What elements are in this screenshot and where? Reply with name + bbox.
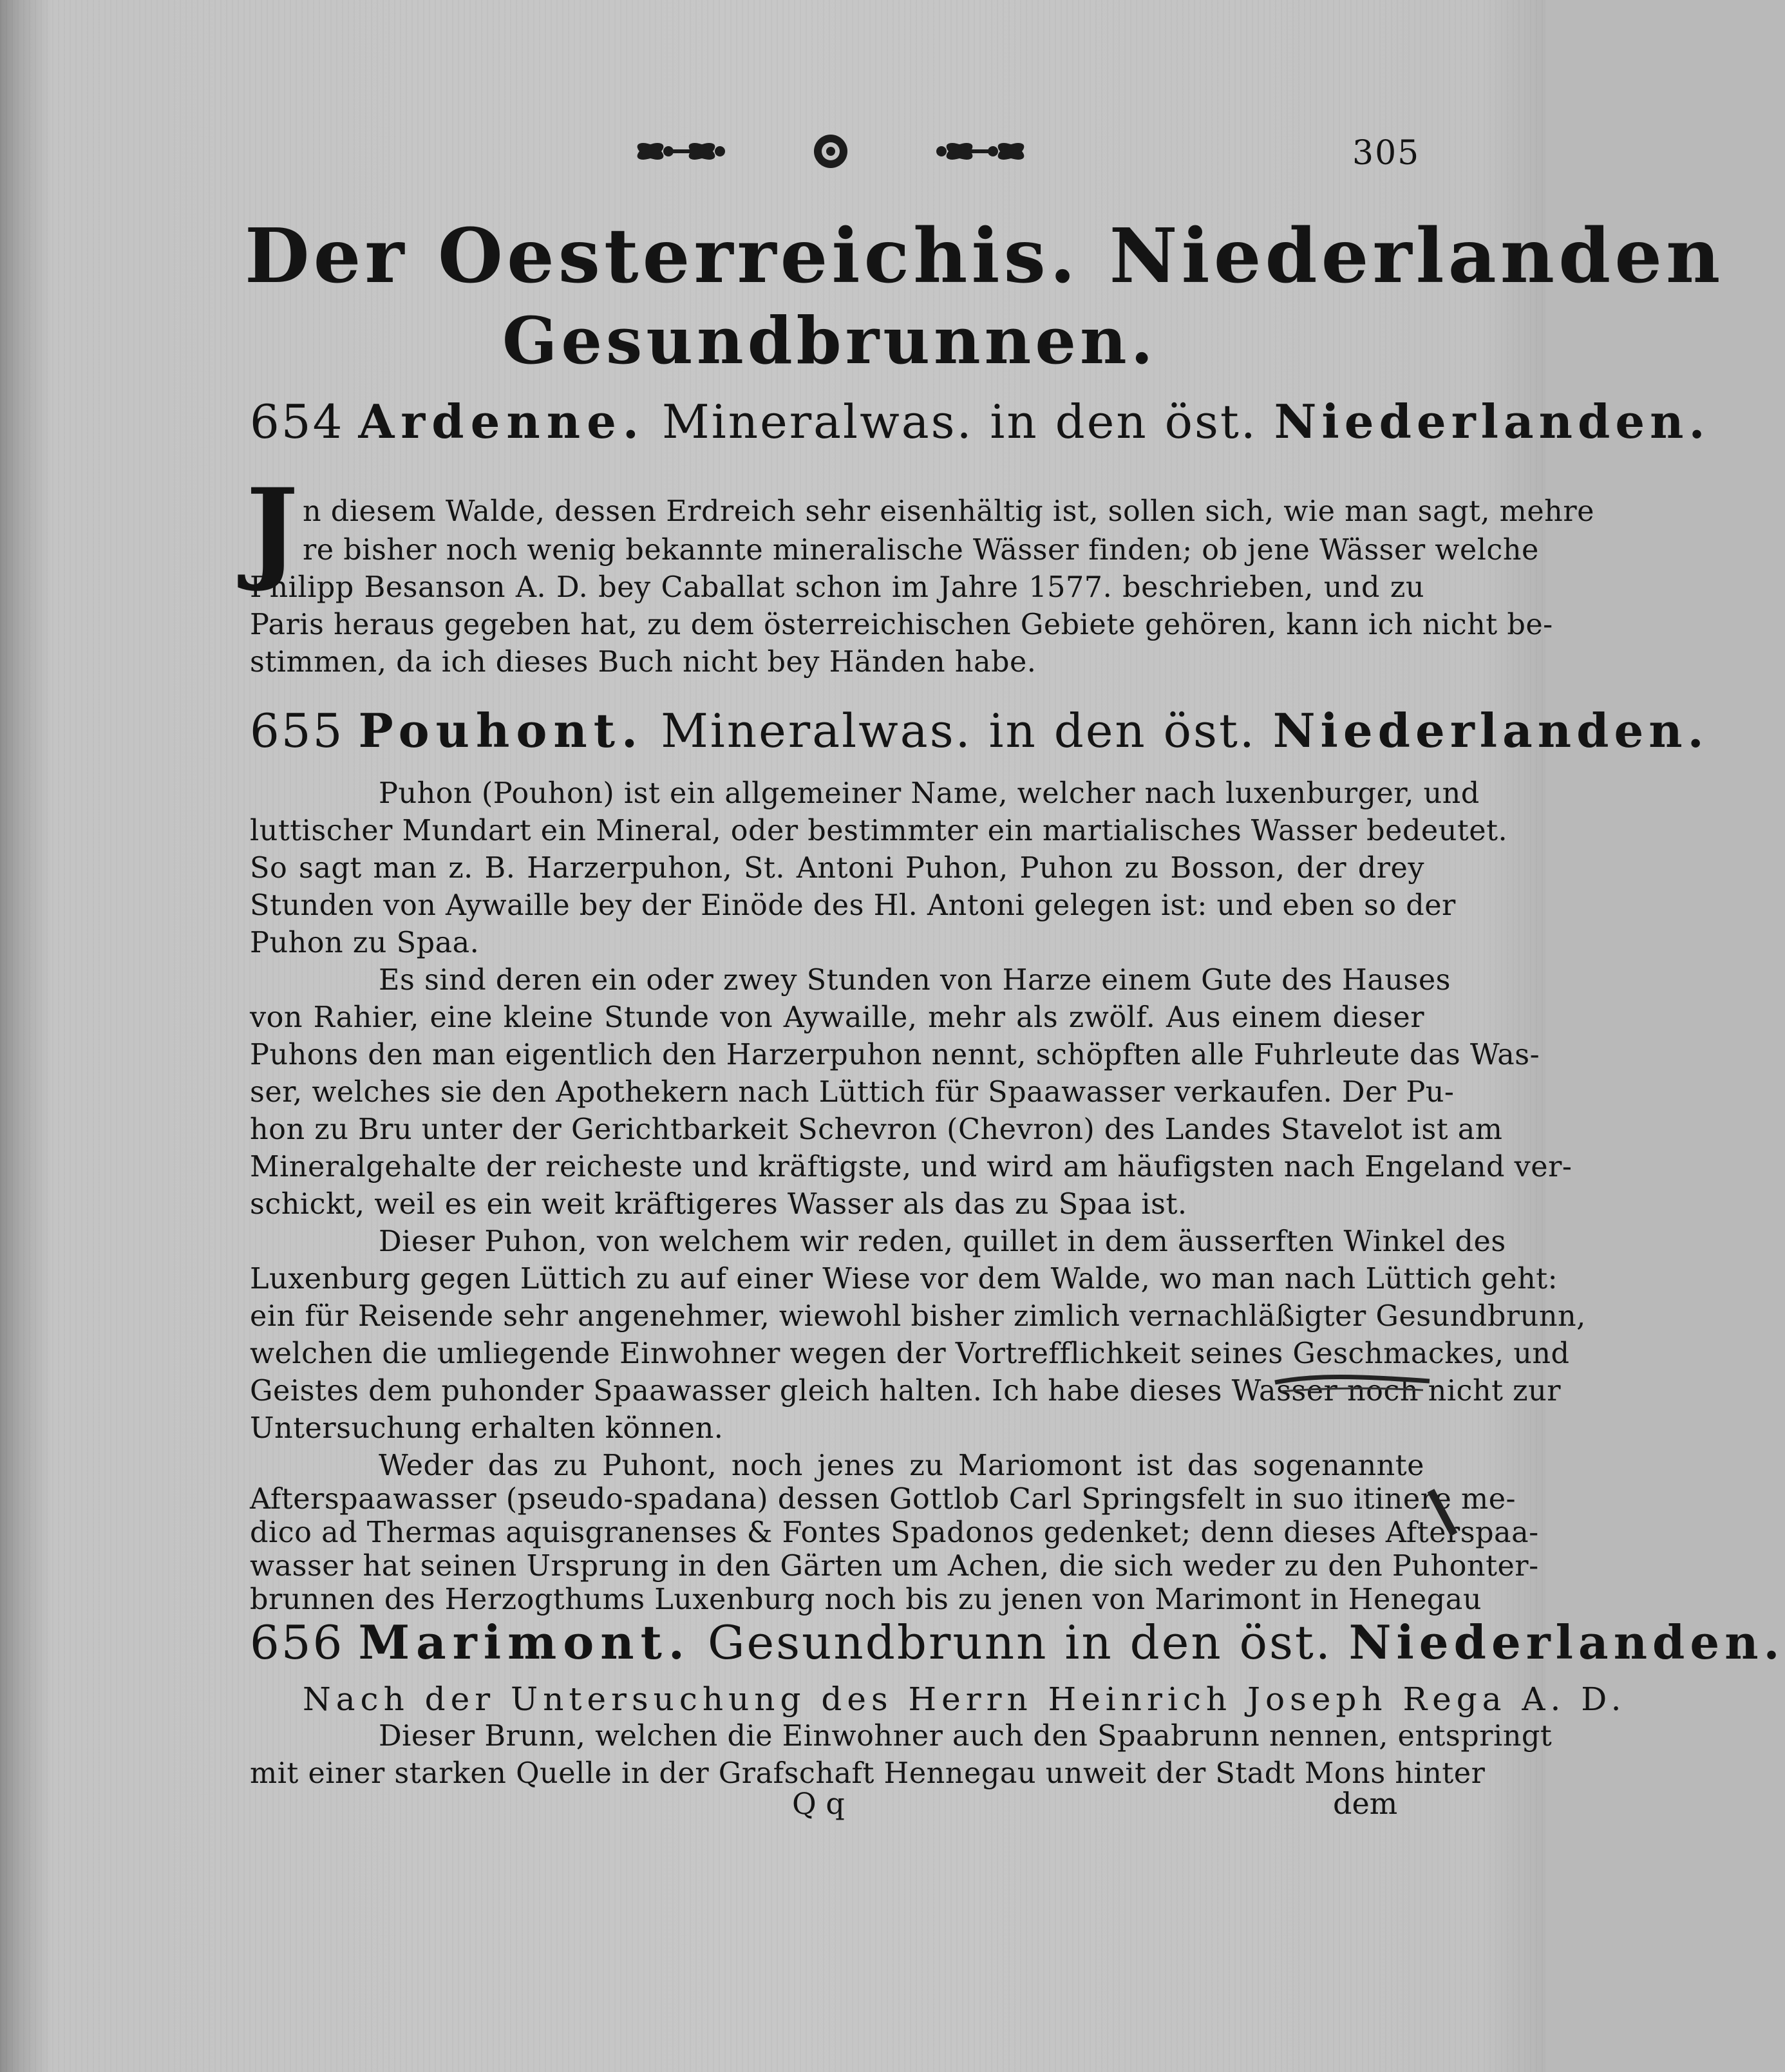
- text-line: Mineralgehalte der reicheste und kräftigste, und wird am häufigsten nach Engeland ver-: [250, 1151, 1572, 1183]
- section-number: 655: [250, 704, 345, 758]
- text-line: Puhon (Pouhon) ist ein allgemeiner Name, welcher nach luxenburger, und: [379, 777, 1480, 810]
- text-line: Es sind deren ein oder zwey Stunden von Harze einem Gute des Hauses: [379, 964, 1451, 997]
- section-heading-654: [250, 394, 1710, 449]
- ornament-left-icon: [631, 126, 741, 177]
- section-name: Marimont.: [358, 1615, 691, 1670]
- section-subline: Nach der Untersuchung des Herrn Heinrich Joseph Rega A. D.: [303, 1681, 1627, 1718]
- ornament-center-icon: [808, 126, 853, 177]
- section-name: Pouhont.: [358, 703, 645, 758]
- section-descriptor: Mineralwas. in den öst. Niederlanden.: [661, 394, 1710, 449]
- text-line: So sagt man z. B. Harzerpuhon, St. Antoni Puhon, Puhon zu Bosson, der drey: [250, 852, 1424, 885]
- text-line: welchen die umliegende Einwohner wegen der Vortrefflichkeit seines Geschmackes, und: [250, 1337, 1570, 1370]
- text-line: brunnen des Herzogthums Luxenburg noch bis zu jenen von Marimont in Henegau: [250, 1583, 1482, 1616]
- text-line: stimmen, da ich dieses Buch nicht bey Händen habe.: [250, 646, 1037, 679]
- drop-cap: J: [246, 464, 299, 594]
- text-line: von Rahier, eine kleine Stunde von Aywaille, mehr als zwölf. Aus einem dieser: [250, 1001, 1424, 1034]
- text-line: ein für Reisende sehr angenehmer, wiewohl bisher zimlich vernachläßigter Gesundbrunn,: [250, 1300, 1586, 1333]
- text-line: Dieser Puhon, von welchem wir reden, quillet in dem äusserften Winkel des: [379, 1225, 1506, 1258]
- text-line: Luxenburg gegen Lüttich zu auf einer Wiese vor dem Walde, wo man nach Lüttich geht:: [250, 1263, 1558, 1295]
- ink-stroke-decoration: [1275, 1368, 1455, 1536]
- text-line: re bisher noch wenig bekannte mineralische Wässer finden; ob jene Wässer welche: [303, 534, 1539, 567]
- page-title: Der Oesterreichis. Niederlanden: [245, 212, 1724, 300]
- text-line: Puhon zu Spaa.: [250, 927, 480, 959]
- page-subtitle: Gesundbrunnen.: [502, 303, 1157, 379]
- text-line: Dieser Brunn, welchen die Einwohner auch den Spaabrunn nennen, entspringt: [379, 1720, 1553, 1753]
- text-line: schickt, weil es ein weit kräftigeres Wasser als das zu Spaa ist.: [250, 1188, 1187, 1221]
- text-line: Afterspaawasser (pseudo-spadana) dessen Gottlob Carl Springsfelt in suo itinere me-: [250, 1483, 1516, 1516]
- text-line: Weder das zu Puhont, noch jenes zu Mariomont ist das sogenannte: [379, 1449, 1424, 1482]
- text-line: Puhons den man eigentlich den Harzerpuhon nennt, schöpften alle Fuhrleute das Was-: [250, 1039, 1540, 1071]
- section-descriptor: Gesundbrunn in den öst. Niederlanden.: [707, 1615, 1785, 1670]
- text-line: hon zu Bru unter der Gerichtbarkeit Schevron (Chevron) des Landes Stavelot ist am: [250, 1113, 1503, 1146]
- text-line: n diesem Walde, dessen Erdreich sehr eisenhältig ist, sollen sich, wie man sagt, mehre: [303, 495, 1594, 528]
- text-line: Philipp Besanson A. D. bey Caballat schon im Jahre 1577. beschrieben, und zu: [250, 571, 1424, 604]
- text-line: Geistes dem puhonder Spaawasser gleich halten. Ich habe dieses Wasser noch nicht zur: [250, 1375, 1562, 1408]
- section-descriptor: Mineralwas. in den öst. Niederlanden.: [661, 703, 1709, 758]
- catchword: dem: [1333, 1786, 1398, 1821]
- text-line: luttischer Mundart ein Mineral, oder bestimmter ein martialisches Wasser bedeutet.: [250, 815, 1508, 847]
- section-heading-656: [250, 1615, 1785, 1670]
- section-heading-655: [250, 703, 1709, 758]
- text-line: Stunden von Aywaille bey der Einöde des Hl. Antoni gelegen ist: und eben so der: [250, 889, 1456, 922]
- text-line: mit einer starken Quelle in der Grafschaft Hennegau unweit der Stadt Mons hinter: [250, 1757, 1486, 1790]
- section-number: 654: [250, 395, 345, 449]
- text-line: ser, welches sie den Apothekern nach Lüttich für Spaawasser verkaufen. Der Pu-: [250, 1076, 1455, 1109]
- ornament-right-icon: [921, 126, 1030, 177]
- page-number: 305: [1352, 134, 1421, 173]
- section-name: Ardenne.: [358, 394, 645, 449]
- text-line: Untersuchung erhalten können.: [250, 1412, 724, 1445]
- text-line: wasser hat seinen Ursprung in den Gärten um Achen, die sich weder zu den Puhonter-: [250, 1550, 1539, 1583]
- text-line: Paris heraus gegeben hat, zu dem österreichischen Gebiete gehören, kann ich nicht be-: [250, 608, 1553, 641]
- signature-mark: Q q: [792, 1786, 845, 1821]
- section-number: 656: [250, 1615, 345, 1670]
- text-line: dico ad Thermas aquisgranenses & Fontes Spadonos gedenket; denn dieses Afterspaa-: [250, 1516, 1539, 1549]
